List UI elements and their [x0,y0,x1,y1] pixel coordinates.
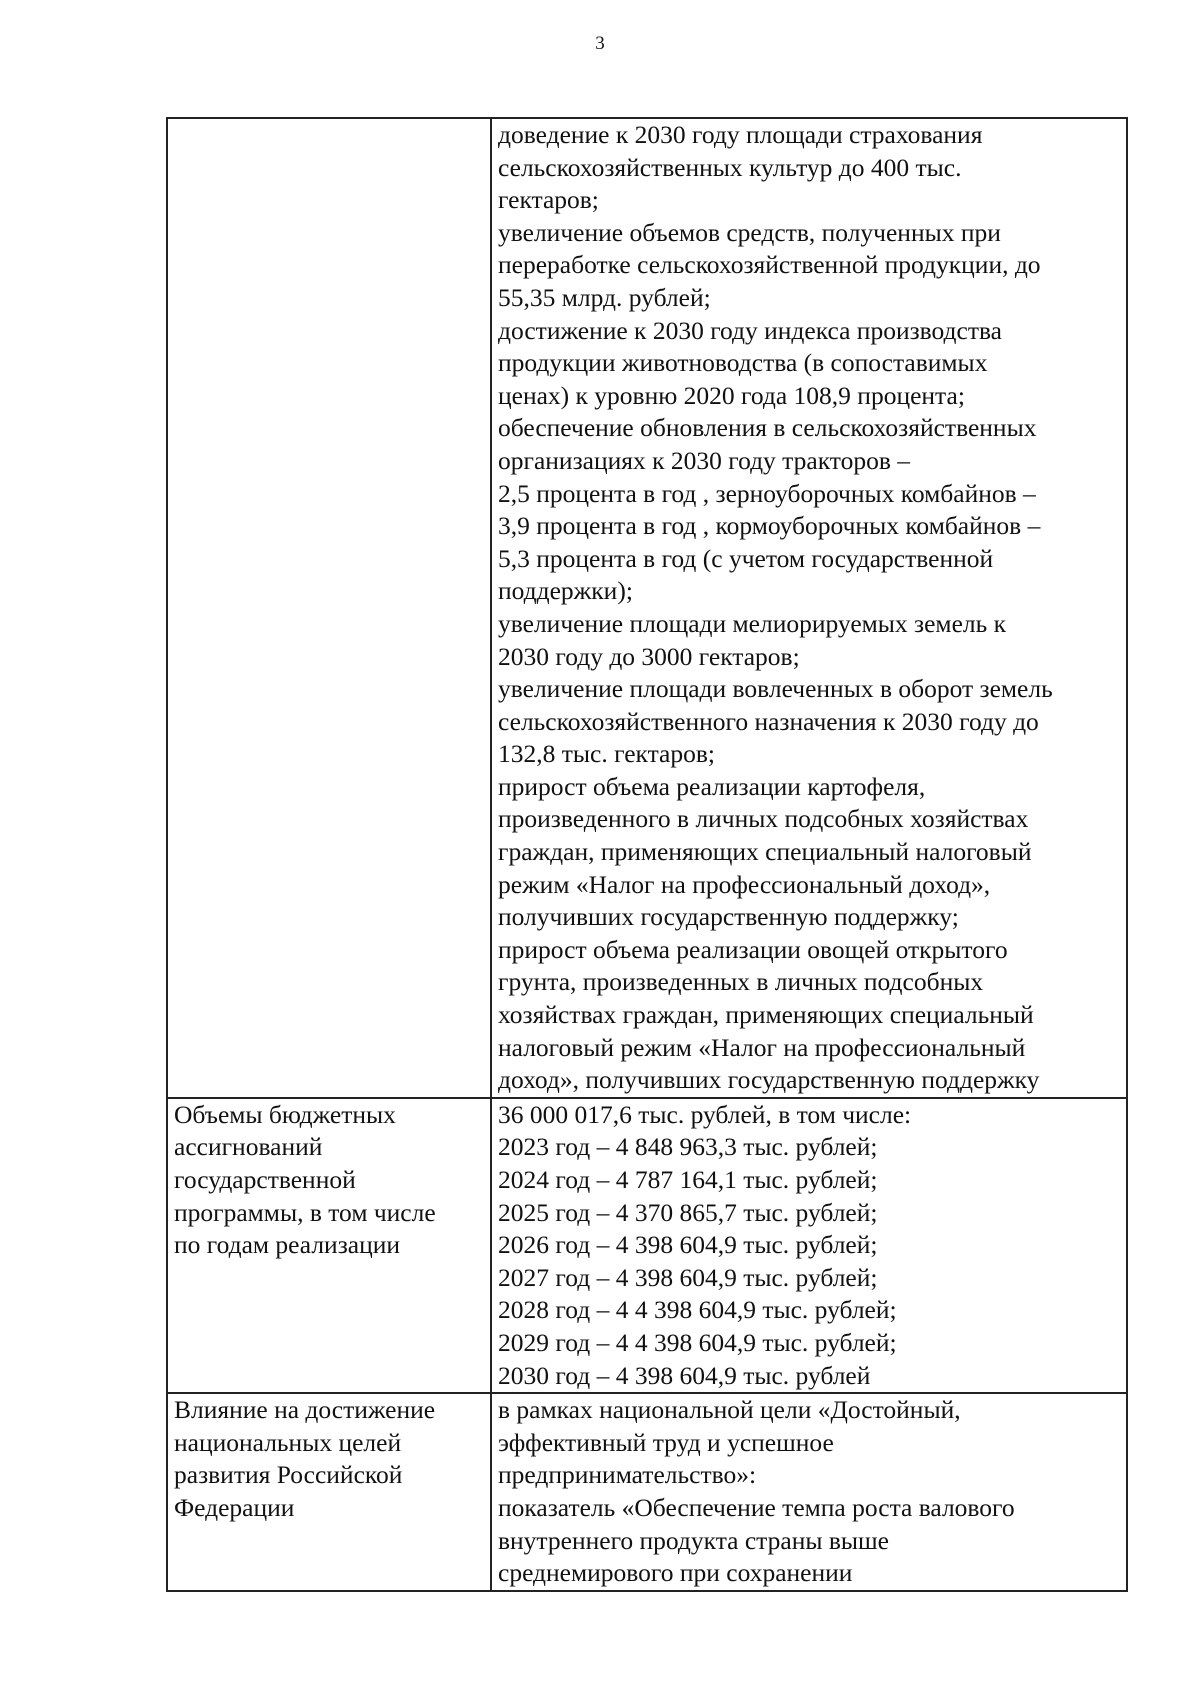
row-content-line: в рамках национальной цели «Достойный, [498,1395,961,1425]
row-label-cell [167,1393,491,1591]
row-content-line: доход», получивших государственную поддержку [498,1065,1040,1095]
row-label-line: ассигнований [174,1132,323,1162]
row-content-line: внутреннего продукта страны выше [498,1525,889,1555]
row-content-line: прирост объема реализации овощей открытого [498,934,1008,964]
row-content-line: предпринимательство»: [498,1460,757,1490]
row-label-cell [167,118,491,1098]
row-label-line: национальных целей [174,1427,402,1457]
table-body [167,118,1127,1591]
row-content-line: продукции животноводства (в сопоставимых [498,348,988,378]
row-content-line: произведенного в личных подсобных хозяйствах [498,804,1029,834]
row-content-line: 2029 год – 4 4 398 604,9 тыс. рублей; [498,1327,897,1357]
row-content-line: обеспечение обновления в сельскохозяйственных [498,413,1037,443]
row-content-line: грунта, произведенных в личных подсобных [498,967,984,997]
row-label-line: Влияние на достижение [174,1395,436,1425]
row-content-cell [491,1098,1127,1393]
row-content-line: среднемирового при сохранении [498,1558,853,1588]
row-content-cell [491,1393,1127,1591]
row-content-line: ценах) к уровню 2020 года 108,9 процента; [498,380,965,410]
row-label-cell [167,1098,491,1393]
row-content-line: 2,5 процента в год , зерноуборочных комбайнов – [498,478,1036,508]
row-content-line: 2027 год – 4 398 604,9 тыс. рублей; [498,1262,878,1292]
row-content-line: доведение к 2030 году площади страхования [498,120,983,149]
row-content-line: достижение к 2030 году индекса производства [498,315,1002,345]
row-content-line: 3,9 процента в год , кормоуборочных комбайнов – [498,511,1041,541]
page-number: 3 [595,33,605,54]
row-label-line: по годам реализации [174,1230,401,1260]
row-content-line: 132,8 тыс. гектаров; [498,739,715,769]
row-label-line: Федерации [174,1492,295,1522]
program-passport-table [166,117,1128,1592]
row-content-line: организациях к 2030 году тракторов – [498,445,910,475]
row-label-line: программы, в том числе [174,1197,436,1227]
row-content-line: сельскохозяйственного назначения к 2030 году до [498,706,1039,736]
row-content-line: 36 000 017,6 тыс. рублей, в том числе: [498,1099,912,1129]
table-row [167,1098,1127,1393]
row-content-line: гектаров; [498,185,599,215]
row-content-line: увеличение площади вовлеченных в оборот земель [498,674,1053,704]
row-content-line: 2023 год – 4 848 963,3 тыс. рублей; [498,1132,878,1162]
row-content-line: 2026 год – 4 398 604,9 тыс. рублей; [498,1230,878,1260]
row-content-line: сельскохозяйственных культур до 400 тыс. [498,152,962,182]
row-content-line: увеличение объемов средств, полученных при [498,217,1001,247]
row-content-line: 2028 год – 4 4 398 604,9 тыс. рублей; [498,1295,897,1325]
row-label-line: Объемы бюджетных [174,1099,396,1129]
row-content-line: показатель «Обеспечение темпа роста валового [498,1492,1015,1522]
row-content-line: поддержки); [498,576,633,606]
row-label-line: государственной [174,1165,356,1194]
row-content-line: граждан, применяющих специальный налоговый [498,837,1032,867]
row-content-line: увеличение площади мелиорируемых земель к [498,608,1007,638]
row-content-cell [491,118,1127,1098]
row-content-line: переработке сельскохозяйственной продукции, до [498,250,1041,280]
row-content-line: хозяйствах граждан, применяющих специальный [498,1000,1034,1030]
row-content-line: прирост объема реализации картофеля, [498,771,926,801]
row-content-line: 55,35 млрд. рублей; [498,282,711,312]
row-content-line: получивших государственную поддержку; [498,902,959,932]
table-row [167,1393,1127,1591]
row-content-line: 2024 год – 4 787 164,1 тыс. рублей; [498,1165,878,1194]
row-label-line: развития Российской [174,1460,403,1490]
row-content-line: 2030 год – 4 398 604,9 тыс. рублей [498,1360,871,1390]
row-content-line: 2025 год – 4 370 865,7 тыс. рублей; [498,1197,878,1227]
row-content-line: 2030 году до 3000 гектаров; [498,641,800,671]
row-content-line: режим «Налог на профессиональный доход», [498,869,991,899]
row-content-line: 5,3 процента в год (с учетом государственной [498,543,994,573]
row-content-line: налоговый режим «Налог на профессиональный [498,1032,1026,1062]
row-content-line: эффективный труд и успешное [498,1427,834,1457]
table-row [167,118,1127,1098]
